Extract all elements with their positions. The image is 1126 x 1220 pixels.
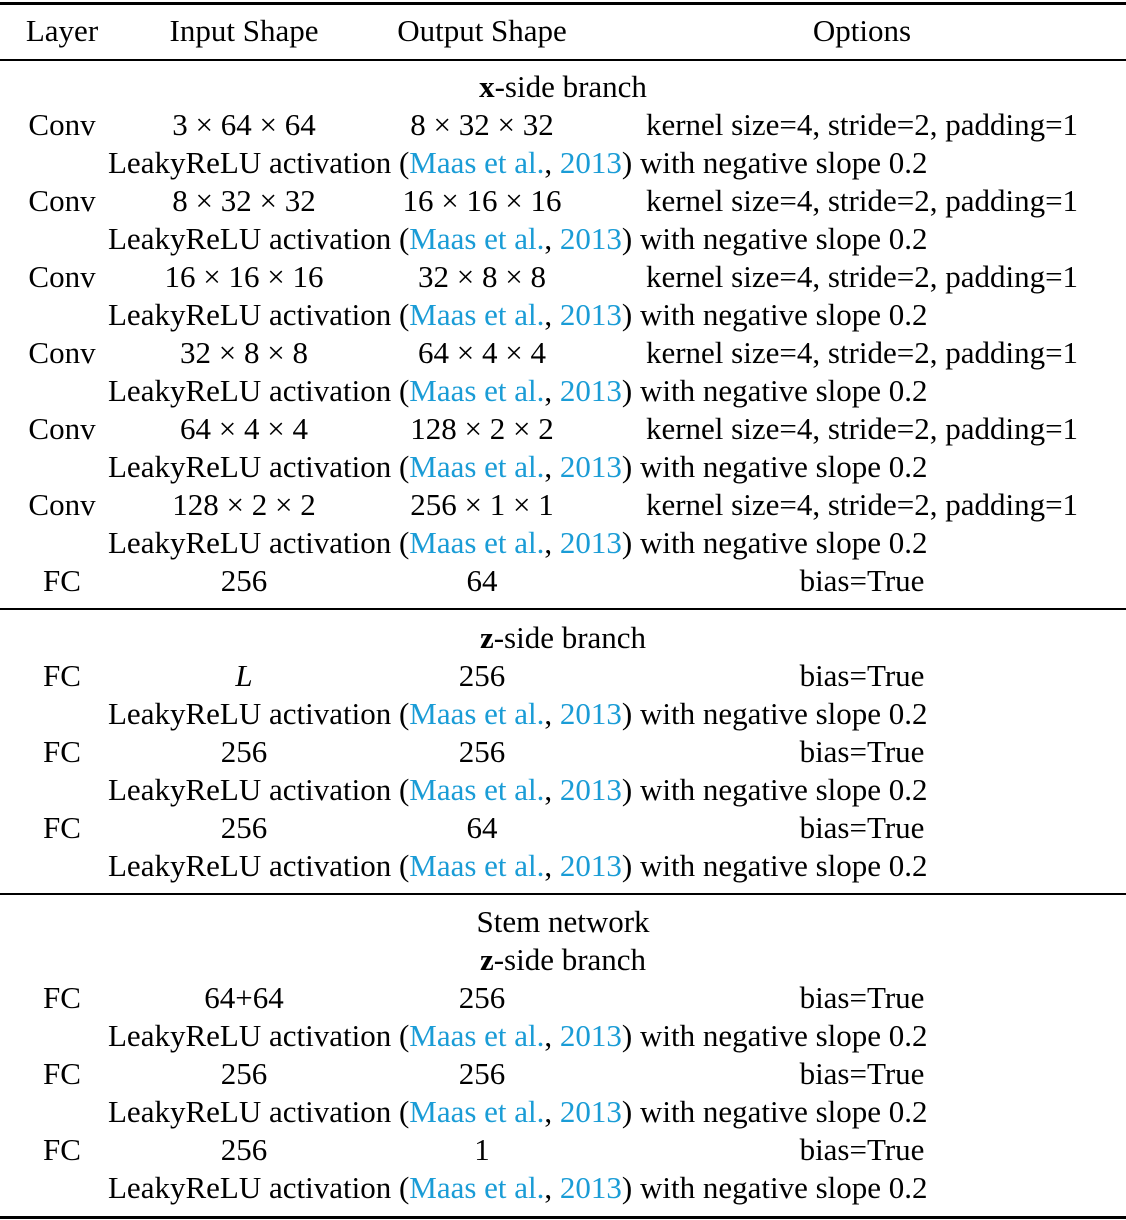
layer-cell: Conv xyxy=(28,183,96,218)
input-shape-cell: 128 × 2 × 2 xyxy=(172,487,316,522)
output-shape-cell: 256 × 1 × 1 xyxy=(410,487,554,522)
layer-cell: Conv xyxy=(28,107,96,142)
layer-cell: FC xyxy=(43,1132,81,1167)
header-output-shape: Output Shape xyxy=(397,13,567,48)
activation-row xyxy=(0,771,1126,809)
input-shape-cell: 8 × 32 × 32 xyxy=(172,183,316,218)
table-row xyxy=(0,334,1126,372)
header-options: Options xyxy=(812,13,912,48)
layer-cell: FC xyxy=(43,658,81,693)
activation-text: LeakyReLU activation (Maas et al., 2013) with negative slope 0.2 xyxy=(108,221,928,256)
input-shape-cell: 16 × 16 × 16 xyxy=(164,259,324,294)
options-cell: bias=True xyxy=(799,658,925,693)
header-layer: Layer xyxy=(25,13,99,48)
activation-text: LeakyReLU activation (Maas et al., 2013) with negative slope 0.2 xyxy=(108,1018,928,1053)
section-title-stem: Stem network xyxy=(476,904,650,939)
table-row xyxy=(0,486,1126,524)
layer-cell: Conv xyxy=(28,259,96,294)
layer-cell: FC xyxy=(43,810,81,845)
citation-link-year[interactable]: 2013 xyxy=(559,1094,622,1129)
output-shape-cell: 8 × 32 × 32 xyxy=(410,107,554,142)
table-row xyxy=(0,258,1126,296)
layer-cell: FC xyxy=(43,980,81,1015)
input-shape-cell: 256 xyxy=(220,1056,268,1091)
activation-row xyxy=(0,524,1126,562)
table-row xyxy=(0,809,1126,847)
citation-link-authors[interactable]: Maas et al. xyxy=(409,449,545,484)
table-row xyxy=(0,1055,1126,1093)
layer-cell: FC xyxy=(43,734,81,769)
table-row xyxy=(0,733,1126,771)
citation-link-year[interactable]: 2013 xyxy=(559,848,622,883)
options-cell: bias=True xyxy=(799,563,925,598)
header-row xyxy=(0,12,1126,50)
output-shape-cell: 16 × 16 × 16 xyxy=(402,183,562,218)
table-row xyxy=(0,1131,1126,1169)
output-shape-cell: 32 × 8 × 8 xyxy=(418,259,546,294)
options-cell: kernel size=4, stride=2, padding=1 xyxy=(645,335,1079,370)
section-rule-2 xyxy=(0,893,1126,895)
options-cell: kernel size=4, stride=2, padding=1 xyxy=(645,259,1079,294)
section-title-x-side: x-side branch xyxy=(479,69,647,104)
citation-link-authors[interactable]: Maas et al. xyxy=(409,373,545,408)
citation-link-year[interactable]: 2013 xyxy=(559,221,622,256)
layer-cell: Conv xyxy=(28,335,96,370)
activation-text: LeakyReLU activation (Maas et al., 2013) with negative slope 0.2 xyxy=(108,1094,928,1129)
table-row xyxy=(0,562,1126,600)
options-cell: kernel size=4, stride=2, padding=1 xyxy=(645,107,1079,142)
output-shape-cell: 1 xyxy=(474,1132,490,1167)
header-rule xyxy=(0,59,1126,61)
citation-link-year[interactable]: 2013 xyxy=(559,373,622,408)
citation-link-year[interactable]: 2013 xyxy=(559,525,622,560)
activation-text: LeakyReLU activation (Maas et al., 2013) with negative slope 0.2 xyxy=(108,848,928,883)
input-shape-cell: L xyxy=(235,658,253,693)
input-shape-cell: 256 xyxy=(220,734,268,769)
activation-row xyxy=(0,1169,1126,1207)
input-shape-cell: 64+64 xyxy=(204,980,284,1015)
citation-link-authors[interactable]: Maas et al. xyxy=(409,525,545,560)
top-rule xyxy=(0,2,1126,5)
input-shape-cell: 32 × 8 × 8 xyxy=(180,335,308,370)
table-row xyxy=(0,410,1126,448)
activation-row xyxy=(0,1017,1126,1055)
activation-text: LeakyReLU activation (Maas et al., 2013) with negative slope 0.2 xyxy=(108,525,928,560)
activation-text: LeakyReLU activation (Maas et al., 2013) with negative slope 0.2 xyxy=(108,772,928,807)
input-shape-cell: 256 xyxy=(220,810,268,845)
input-shape-cell: 64 × 4 × 4 xyxy=(180,411,308,446)
input-shape-cell: 3 × 64 × 64 xyxy=(172,107,316,142)
citation-link-year[interactable]: 2013 xyxy=(559,696,622,731)
section-title-z-side: z-side branch xyxy=(479,620,647,655)
options-cell: bias=True xyxy=(799,1132,925,1167)
citation-link-year[interactable]: 2013 xyxy=(559,145,622,180)
output-shape-cell: 256 xyxy=(458,734,506,769)
activation-row xyxy=(0,448,1126,486)
options-cell: bias=True xyxy=(799,810,925,845)
section-rule-1 xyxy=(0,608,1126,610)
options-cell: bias=True xyxy=(799,1056,925,1091)
activation-text: LeakyReLU activation (Maas et al., 2013) with negative slope 0.2 xyxy=(108,297,928,332)
output-shape-cell: 64 × 4 × 4 xyxy=(418,335,546,370)
citation-link-authors[interactable]: Maas et al. xyxy=(409,221,545,256)
output-shape-cell: 256 xyxy=(458,658,506,693)
citation-link-authors[interactable]: Maas et al. xyxy=(409,696,545,731)
citation-link-authors[interactable]: Maas et al. xyxy=(409,1170,545,1205)
table-row xyxy=(0,657,1126,695)
citation-link-year[interactable]: 2013 xyxy=(559,772,622,807)
options-cell: kernel size=4, stride=2, padding=1 xyxy=(645,183,1079,218)
activation-text: LeakyReLU activation (Maas et al., 2013) with negative slope 0.2 xyxy=(108,449,928,484)
output-shape-cell: 64 xyxy=(466,563,498,598)
layer-cell: Conv xyxy=(28,411,96,446)
header-input-shape: Input Shape xyxy=(169,13,319,48)
options-cell: bias=True xyxy=(799,980,925,1015)
layer-cell: Conv xyxy=(28,487,96,522)
citation-link-year[interactable]: 2013 xyxy=(559,1018,622,1053)
options-cell: kernel size=4, stride=2, padding=1 xyxy=(645,487,1079,522)
layer-cell: FC xyxy=(43,563,81,598)
input-shape-cell: 256 xyxy=(220,563,268,598)
output-shape-cell: 256 xyxy=(458,1056,506,1091)
table-row xyxy=(0,106,1126,144)
activation-text: LeakyReLU activation (Maas et al., 2013) with negative slope 0.2 xyxy=(108,696,928,731)
activation-text: LeakyReLU activation (Maas et al., 2013) with negative slope 0.2 xyxy=(108,145,928,180)
table-row xyxy=(0,979,1126,1017)
activation-row xyxy=(0,695,1126,733)
output-shape-cell: 256 xyxy=(458,980,506,1015)
citation-link-authors[interactable]: Maas et al. xyxy=(409,297,545,332)
citation-link-year[interactable]: 2013 xyxy=(559,449,622,484)
activation-text: LeakyReLU activation (Maas et al., 2013) with negative slope 0.2 xyxy=(108,373,928,408)
activation-row xyxy=(0,144,1126,182)
activation-row xyxy=(0,296,1126,334)
citation-link-year[interactable]: 2013 xyxy=(559,297,622,332)
output-shape-cell: 128 × 2 × 2 xyxy=(410,411,554,446)
citation-link-authors[interactable]: Maas et al. xyxy=(409,1018,545,1053)
layer-cell: FC xyxy=(43,1056,81,1091)
activation-row xyxy=(0,847,1126,885)
activation-row xyxy=(0,1093,1126,1131)
citation-link-authors[interactable]: Maas et al. xyxy=(409,145,545,180)
options-cell: kernel size=4, stride=2, padding=1 xyxy=(645,411,1079,446)
activation-row xyxy=(0,220,1126,258)
citation-link-authors[interactable]: Maas et al. xyxy=(409,772,545,807)
input-shape-cell: 256 xyxy=(220,1132,268,1167)
citation-link-authors[interactable]: Maas et al. xyxy=(409,1094,545,1129)
citation-link-year[interactable]: 2013 xyxy=(559,1170,622,1205)
citation-link-authors[interactable]: Maas et al. xyxy=(409,848,545,883)
section-subtitle-z-side: z-side branch xyxy=(479,942,647,977)
table-row xyxy=(0,182,1126,220)
bottom-rule xyxy=(0,1216,1126,1219)
activation-text: LeakyReLU activation (Maas et al., 2013) with negative slope 0.2 xyxy=(108,1170,928,1205)
activation-row xyxy=(0,372,1126,410)
output-shape-cell: 64 xyxy=(466,810,498,845)
options-cell: bias=True xyxy=(799,734,925,769)
